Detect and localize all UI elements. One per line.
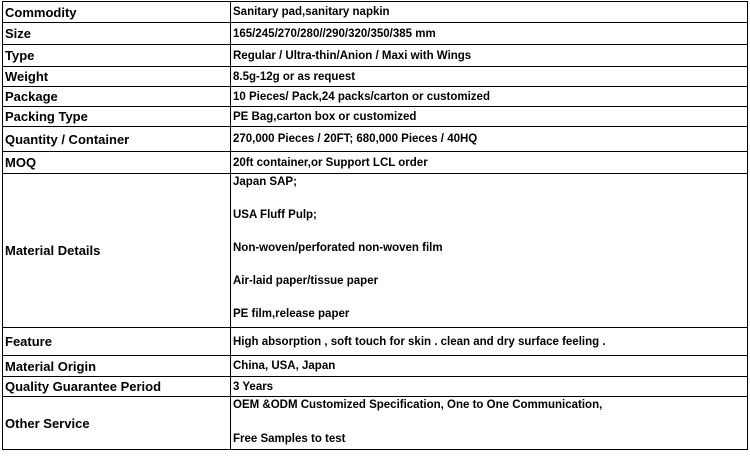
- table-row: [3, 23, 748, 45]
- material-line: Japan SAP;: [233, 176, 297, 188]
- row-label: Quantity / Container: [3, 127, 231, 152]
- table-row: [3, 152, 748, 174]
- row-label: Weight: [3, 67, 231, 87]
- row-label: Quality Guarantee Period: [3, 377, 231, 397]
- row-value: Regular / Ultra-thin/Anion / Maxi with Wings: [231, 45, 748, 67]
- row-value: High absorption , soft touch for skin . clean and dry surface feeling .: [231, 328, 748, 356]
- row-value: [231, 397, 748, 450]
- material-line: USA Fluff Pulp;: [233, 209, 317, 221]
- row-value: 20ft container,or Support LCL order: [231, 152, 748, 174]
- table-row: [3, 45, 748, 67]
- row-value: China, USA, Japan: [231, 356, 748, 377]
- row-value: 3 Years: [231, 377, 748, 397]
- table-row: [3, 397, 748, 450]
- row-value: 8.5g-12g or as request: [231, 67, 748, 87]
- table-row: [3, 377, 748, 397]
- table-row: [3, 328, 748, 356]
- service-line: OEM &ODM Customized Specification, One to One Communication,: [233, 399, 603, 411]
- table-row: [3, 356, 748, 377]
- row-value: 10 Pieces/ Pack,24 packs/carton or customized: [231, 87, 748, 107]
- row-label: Package: [3, 87, 231, 107]
- table-row: [3, 127, 748, 152]
- row-value: Sanitary pad,sanitary napkin: [231, 2, 748, 23]
- row-label: Type: [3, 45, 231, 67]
- service-line: Free Samples to test: [233, 433, 346, 445]
- row-label: Size: [3, 23, 231, 45]
- row-value: 270,000 Pieces / 20FT; 680,000 Pieces / 40HQ: [231, 127, 748, 152]
- row-label: Material Origin: [3, 356, 231, 377]
- row-value: PE Bag,carton box or customized: [231, 107, 748, 127]
- table-row: [3, 107, 748, 127]
- row-label: Packing Type: [3, 107, 231, 127]
- row-label: MOQ: [3, 152, 231, 174]
- material-line: PE film,release paper: [233, 308, 350, 320]
- table-row: [3, 174, 748, 328]
- table-row: [3, 67, 748, 87]
- row-value: 165/245/270/280//290/320/350/385 mm: [231, 23, 748, 45]
- row-label: Other Service: [3, 397, 231, 450]
- row-value: [231, 174, 748, 328]
- table-row: [3, 2, 748, 23]
- material-line: Non-woven/perforated non-woven film: [233, 242, 443, 254]
- row-label: Commodity: [3, 2, 231, 23]
- row-label: Material Details: [3, 174, 231, 328]
- spec-table: [2, 1, 748, 450]
- table-row: [3, 87, 748, 107]
- material-line: Air-laid paper/tissue paper: [233, 275, 379, 287]
- row-label: Feature: [3, 328, 231, 356]
